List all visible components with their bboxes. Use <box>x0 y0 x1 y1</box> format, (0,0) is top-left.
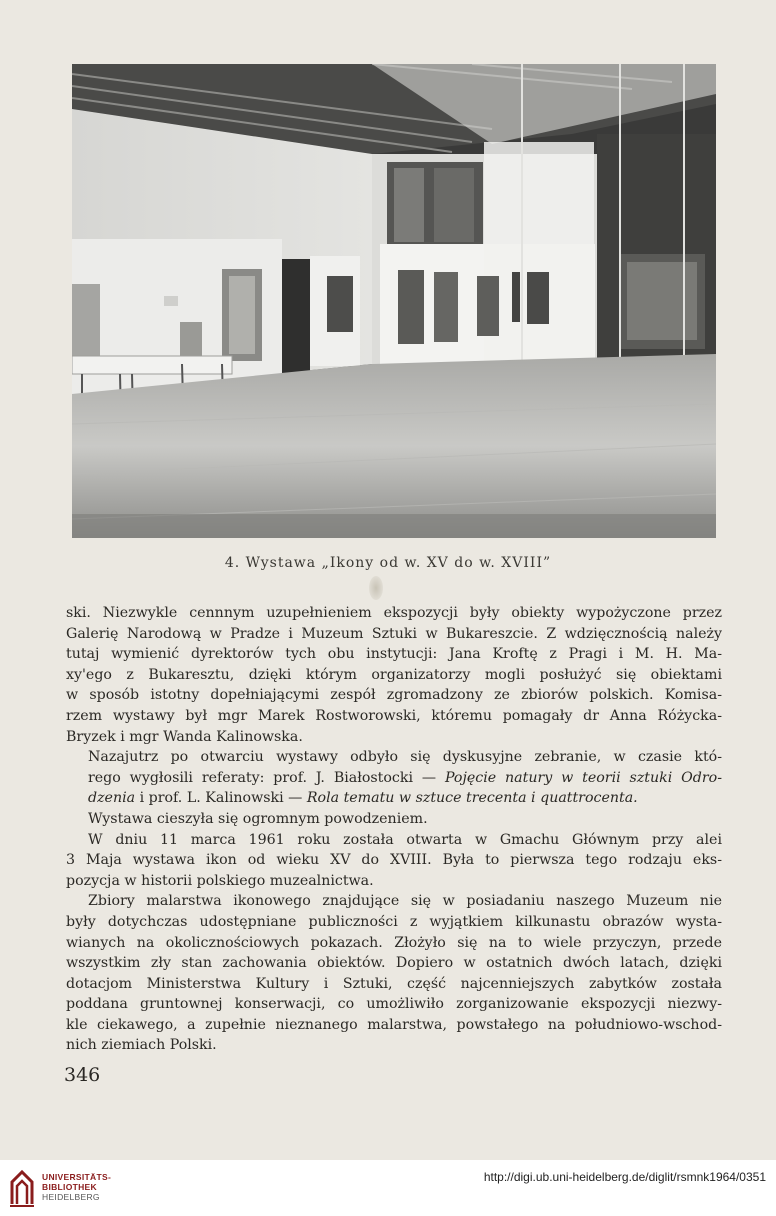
ink-smudge <box>369 576 383 600</box>
paragraph-3 <box>66 809 722 830</box>
text-line: wszystkim zły stan zachowania obiektów. Dopiero w ostatnich dwóch latach, dzięki <box>66 955 722 972</box>
text-line: 3 Maja wystawa ikon od wieku XV do XVIII. Była to pierwsza tego rodzaju eks- <box>66 852 722 869</box>
text-line: poddana gruntownej konserwacji, co umożliwiło zorganizowanie ekspozycji niezwy- <box>66 996 722 1013</box>
page-number: 346 <box>64 1064 101 1086</box>
text-segment: rego wygłosili referaty: prof. J. Białostocki — <box>88 769 445 786</box>
text-segment: i prof. L. Kalinowski — <box>135 790 307 807</box>
university-library-logo-icon[interactable] <box>8 1168 36 1208</box>
text-line: Nazajutrz po otwarciu wystawy odbyło się dyskusyjne zebranie, w czasie któ- <box>88 749 722 766</box>
text-line: dotacjom Ministerstwa Kultury i Sztuki, część najcenniejszych zabytków została <box>66 975 722 992</box>
text-line: ski. Niezwykle cennnym uzupełnieniem ekspozycji były obiekty wypożyczone przez <box>66 605 722 621</box>
text-line: były dotychczas udostępniane publiczności z wyjątkiem kilkunastu obrazów wysta- <box>66 913 722 930</box>
text-line: pozycja w historii polskiego muzealnictwa. <box>66 872 374 889</box>
title-italic: Rola tematu w sztuce trecenta i quattrocenta. <box>306 790 638 807</box>
text-line: kle ciekawego, a zupełnie nieznanego malarstwa, powstałego na południowo-wschod- <box>66 1016 722 1033</box>
library-name-line: HEIDELBERG <box>42 1192 100 1202</box>
paragraph-4 <box>66 830 722 892</box>
viewer-footer <box>0 1160 776 1216</box>
text-line: tutaj wymienić dyrektorów tych obu instytucji: Jana Kroftę z Pragi i M. H. Ma- <box>66 646 722 663</box>
figure-caption: 4. Wystawa „Ikony od w. XV do w. XVIII” <box>224 555 552 571</box>
text-line: nich ziemiach Polski. <box>66 1037 217 1054</box>
paragraph-1 <box>66 603 722 747</box>
text-line: wianych na okolicznościowych pokazach. Złożyło się na to wiele przyczyn, przede <box>66 934 722 951</box>
title-italic: dzenia <box>88 790 136 807</box>
article-body <box>66 603 722 1056</box>
library-name-line: BIBLIOTHEK <box>42 1182 97 1192</box>
text-line: xy'ego z Bukaresztu, dzięki którym organizatorzy mogli posłużyć się obiektami <box>66 666 722 683</box>
text-line <box>66 768 722 789</box>
library-name[interactable] <box>42 1172 111 1202</box>
exhibition-photo <box>72 64 716 538</box>
text-line <box>66 788 722 809</box>
text-line: w sposób istotny dopełniającymi zespół zgromadzony ze zbiorów polskich. Komisa- <box>66 687 722 704</box>
text-line: rzem wystawy był mgr Marek Rostworowski, któremu pomagały dr Anna Różycka- <box>66 707 722 724</box>
library-name-line: UNIVERSITÄTS- <box>42 1172 112 1182</box>
text-line: Zbiory malarstwa ikonowego znajdujące się w posiadaniu naszego Muzeum nie <box>88 893 722 910</box>
text-line: Galerię Narodową w Pradze i Muzeum Sztuki w Bukareszcie. Z wdzięcznością należy <box>66 625 722 642</box>
text-line: Wystawa cieszyła się ogromnym powodzeniem. <box>88 810 428 827</box>
paragraph-5 <box>66 891 722 1056</box>
paragraph-2 <box>66 747 722 809</box>
text-line: W dniu 11 marca 1961 roku została otwarta w Gmachu Głównym przy alei <box>88 831 722 848</box>
text-line: Bryzek i mgr Wanda Kalinowska. <box>66 728 303 745</box>
title-italic: Pojęcie natury w teorii sztuki Odro- <box>444 769 722 786</box>
exhibition-hall-image <box>72 64 716 538</box>
permalink-url[interactable]: http://digi.ub.uni-heidelberg.de/diglit/rsmnk1964/0351 <box>483 1170 766 1184</box>
